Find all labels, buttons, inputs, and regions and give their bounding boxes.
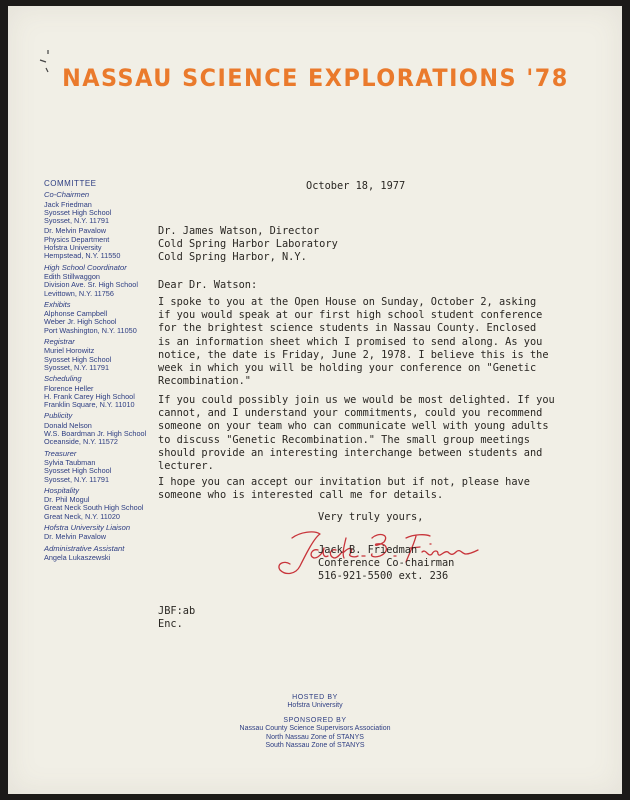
footer bbox=[0, 694, 630, 750]
letter-paragraph-1: I spoke to you at the Open House on Sunday, October 2, asking if you would speak at our first high school student conference for the brightest science students in Nassau County. Enclosed is an information sheet which I promised to send along. As you notice, the date is Friday, June 2, 1978. I believe this is the week in which you will be holding your conference on "Genetic Recombination." bbox=[158, 296, 549, 388]
letter-paragraph-3: I hope you can accept our invitation but if not, please have someone who is interested call me for details. bbox=[158, 476, 530, 502]
committee-member-line: Hofstra University bbox=[44, 243, 102, 253]
committee-member bbox=[44, 533, 160, 541]
committee-member-line: Sylvia Taubman bbox=[44, 457, 96, 467]
committee-member-line: Levittown, N.Y. 11756 bbox=[44, 288, 114, 298]
committee-member-line: Great Neck South High School bbox=[44, 503, 144, 513]
committee-member-line: Donald Nelson bbox=[44, 420, 92, 430]
committee-member-line: Hempstead, N.Y. 11550 bbox=[44, 251, 121, 261]
committee-role: Hospitality bbox=[44, 485, 80, 495]
committee-role: Hofstra University Liaison bbox=[44, 522, 131, 532]
committee-member bbox=[44, 273, 160, 298]
committee-heading: COMMITTEE bbox=[44, 179, 97, 188]
committee-member bbox=[44, 459, 160, 484]
salutation: Dear Dr. Watson: bbox=[158, 279, 258, 291]
committee-member bbox=[44, 496, 160, 521]
committee-groups bbox=[44, 191, 160, 562]
sponsored-by-label: SPONSORED BY bbox=[283, 716, 347, 724]
committee-member-line: Franklin Square, N.Y. 11010 bbox=[44, 400, 135, 410]
committee-member-line: H. Frank Carey High School bbox=[44, 391, 135, 401]
committee-role: Co-Chairmen bbox=[44, 190, 90, 200]
committee-member bbox=[44, 310, 160, 335]
sponsor-3: South Nassau Zone of STANYS bbox=[265, 742, 365, 750]
committee-sidebar bbox=[44, 180, 160, 564]
closing: Very truly yours, bbox=[318, 511, 424, 523]
committee-member-line: Angela Lukaszewski bbox=[44, 552, 111, 562]
committee-member-line: Division Ave. Sr. High School bbox=[44, 280, 138, 290]
committee-member-line: Syosset, N.Y. 11791 bbox=[44, 474, 110, 484]
letter-paragraph-2: If you could possibly join us we would be most delighted. If you cannot, and I understand your commitments, could you recommend someone on your team who can communicate well with young adults to discuss "Genetic Recombination." The small group meetings should provide an interesting interchange between students and lecturer. bbox=[158, 394, 555, 473]
committee-member-line: Dr. Melvin Pavalow bbox=[44, 226, 107, 236]
committee-member-line: Port Washington, N.Y. 11050 bbox=[44, 325, 137, 335]
committee-role: Treasurer bbox=[44, 448, 77, 458]
committee-member-line: Weber Jr. High School bbox=[44, 317, 117, 327]
committee-member bbox=[44, 201, 160, 226]
committee-member-line: Dr. Phil Mogul bbox=[44, 495, 90, 505]
committee-member-line: Syosset, N.Y. 11791 bbox=[44, 216, 110, 226]
hosted-by-label: HOSTED BY bbox=[292, 694, 338, 701]
committee-member bbox=[44, 347, 160, 372]
committee-role: Registrar bbox=[44, 337, 75, 347]
committee-role: Publicity bbox=[44, 411, 73, 421]
committee-role: Scheduling bbox=[44, 374, 82, 384]
letter-date: October 18, 1977 bbox=[306, 180, 406, 192]
committee-member-line: Edith Stillwaggon bbox=[44, 271, 100, 281]
host-name: Hofstra University bbox=[287, 702, 343, 710]
committee-member-line: Physics Department bbox=[44, 234, 110, 244]
committee-member bbox=[44, 554, 160, 562]
recipient-address: Dr. James Watson, Director Cold Spring Harbor Laboratory Cold Spring Harbor, N.Y. bbox=[158, 225, 338, 264]
committee-member-line: Syosset, N.Y. 11791 bbox=[44, 362, 110, 372]
committee-role: Administrative Assistant bbox=[44, 543, 125, 553]
committee-member-line: W.S. Boardman Jr. High School bbox=[44, 429, 147, 439]
letterhead-title: NASSAU SCIENCE EXPLORATIONS '78 bbox=[61, 64, 569, 92]
committee-member-line: Muriel Horowitz bbox=[44, 346, 95, 356]
committee-member bbox=[44, 227, 160, 260]
committee-role: Exhibits bbox=[44, 299, 71, 309]
committee-member-line: Syosset High School bbox=[44, 466, 112, 476]
committee-role: High School Coordinator bbox=[44, 262, 127, 272]
sponsor-1: Nassau County Science Supervisors Association bbox=[239, 725, 391, 733]
signature-block: Jack B. Friedman Conference Co-chairman 516-921-5500 ext. 236 bbox=[318, 544, 455, 583]
committee-member-line: Great Neck, N.Y. 11020 bbox=[44, 511, 120, 521]
enclosure-notation: JBF:ab Enc. bbox=[158, 605, 196, 631]
committee-member-line: Syosset High School bbox=[44, 354, 112, 364]
committee-member bbox=[44, 422, 160, 447]
committee-member-line: Florence Heller bbox=[44, 383, 94, 393]
sponsor-2: North Nassau Zone of STANYS bbox=[266, 733, 364, 741]
committee-member-line: Dr. Melvin Pavalow bbox=[44, 532, 107, 542]
committee-member-line: Oceanside, N.Y. 11572 bbox=[44, 437, 118, 447]
committee-member-line: Jack Friedman bbox=[44, 199, 92, 209]
committee-member-line: Alphonse Campbell bbox=[44, 309, 108, 319]
committee-member-line: Syosset High School bbox=[44, 207, 112, 217]
committee-member bbox=[44, 385, 160, 410]
